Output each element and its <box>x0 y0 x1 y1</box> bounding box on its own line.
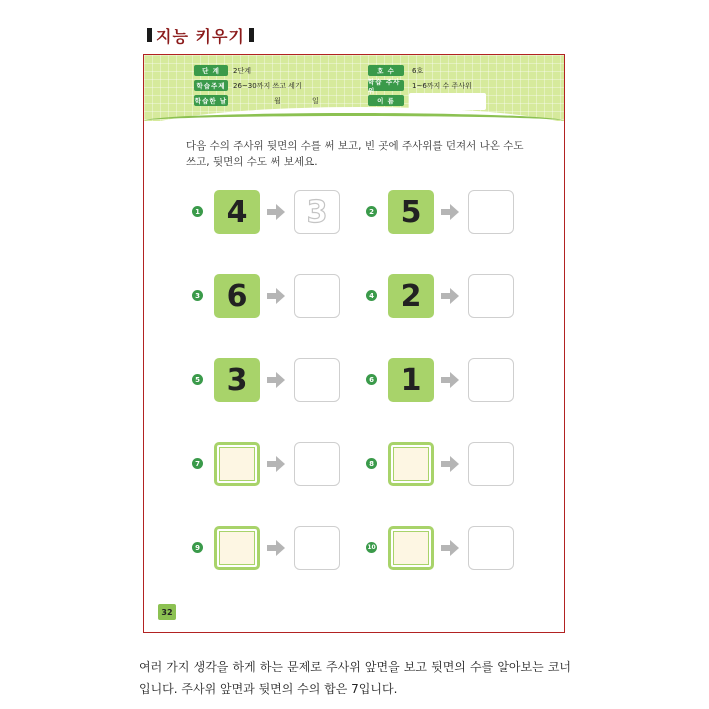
problem-number: 5 <box>192 374 203 385</box>
die-front-blank[interactable] <box>214 442 260 486</box>
die-front: 6 <box>214 274 260 318</box>
problem-9 <box>192 523 362 573</box>
die-front: 4 <box>214 190 260 234</box>
problem-number: 7 <box>192 458 203 469</box>
problem-number: 6 <box>366 374 377 385</box>
name-input[interactable] <box>409 93 486 110</box>
arrow-right-icon <box>266 538 286 558</box>
arrow-right-icon <box>440 370 460 390</box>
arrow-right-icon <box>440 202 460 222</box>
worksheet <box>143 54 565 633</box>
problem-number: 1 <box>192 206 203 217</box>
problem-1 <box>192 187 362 237</box>
die-back-answer[interactable] <box>468 358 514 402</box>
arrow-right-icon <box>266 286 286 306</box>
arrow-right-icon <box>440 538 460 558</box>
die-back-answer[interactable]: 3 <box>294 190 340 234</box>
problem-10 <box>366 523 536 573</box>
die-back-answer[interactable] <box>468 274 514 318</box>
section-title <box>147 24 254 46</box>
value-day: 일 <box>312 97 319 105</box>
problem-6 <box>366 355 536 405</box>
problem-2 <box>366 187 536 237</box>
value-month: 월 <box>274 97 281 105</box>
die-back-answer[interactable] <box>294 274 340 318</box>
label-issue: 호 수 <box>368 65 404 76</box>
die-front-blank[interactable] <box>388 526 434 570</box>
label-date: 학습한 날 <box>194 97 228 105</box>
die-front-blank[interactable] <box>388 442 434 486</box>
problem-4 <box>366 271 536 321</box>
die-front: 3 <box>214 358 260 402</box>
problem-8 <box>366 439 536 489</box>
value-topic: 26~30까지 쓰고 세기 <box>233 82 302 90</box>
problem-7 <box>192 439 362 489</box>
die-front-blank[interactable] <box>214 526 260 570</box>
instruction-text: 다음 수의 주사위 뒷면의 수를 써 보고, 빈 곳에 주사위를 던져서 나온 수도 쓰고, 뒷면의 수도 써 보세요. <box>186 140 524 168</box>
problem-number: 10 <box>367 544 376 551</box>
problem-number: 3 <box>192 290 203 301</box>
value-issue: 6호 <box>412 67 424 75</box>
problem-number: 9 <box>192 542 203 553</box>
problem-5 <box>192 355 362 405</box>
die-front: 1 <box>388 358 434 402</box>
die-front: 2 <box>388 274 434 318</box>
page-number: 32 <box>158 604 176 620</box>
problem-number: 8 <box>366 458 377 469</box>
value-level: 2단계 <box>233 67 251 75</box>
arrow-right-icon <box>440 286 460 306</box>
label-name: 이 름 <box>368 95 404 106</box>
label-topic: 학습주제 <box>194 80 228 91</box>
die-back-answer[interactable] <box>294 358 340 402</box>
arrow-right-icon <box>440 454 460 474</box>
title-bar-right <box>249 28 254 42</box>
die-back-answer[interactable] <box>294 526 340 570</box>
die-front: 5 <box>388 190 434 234</box>
problem-number: 4 <box>366 290 377 301</box>
title-bar-left <box>147 28 152 42</box>
arrow-right-icon <box>266 202 286 222</box>
arrow-right-icon <box>266 370 286 390</box>
die-back-answer[interactable] <box>294 442 340 486</box>
die-back-answer[interactable] <box>468 442 514 486</box>
section-title-text: 지능 키우기 <box>156 26 245 46</box>
label-level: 단 계 <box>194 65 228 76</box>
die-back-answer[interactable] <box>468 526 514 570</box>
arrow-right-icon <box>266 454 286 474</box>
problem-number: 2 <box>366 206 377 217</box>
die-back-answer[interactable] <box>468 190 514 234</box>
value-dice: 1~6까지 수 주사위 <box>412 82 472 90</box>
caption-text: 여러 가지 생각을 하게 하는 문제로 주사위 앞면을 보고 뒷면의 수를 알아보는 코너입니다. 주사위 앞면과 뒷면의 수의 합은 7입니다. <box>139 660 571 696</box>
problem-3 <box>192 271 362 321</box>
label-dice: 학습 주사위 <box>368 80 404 91</box>
